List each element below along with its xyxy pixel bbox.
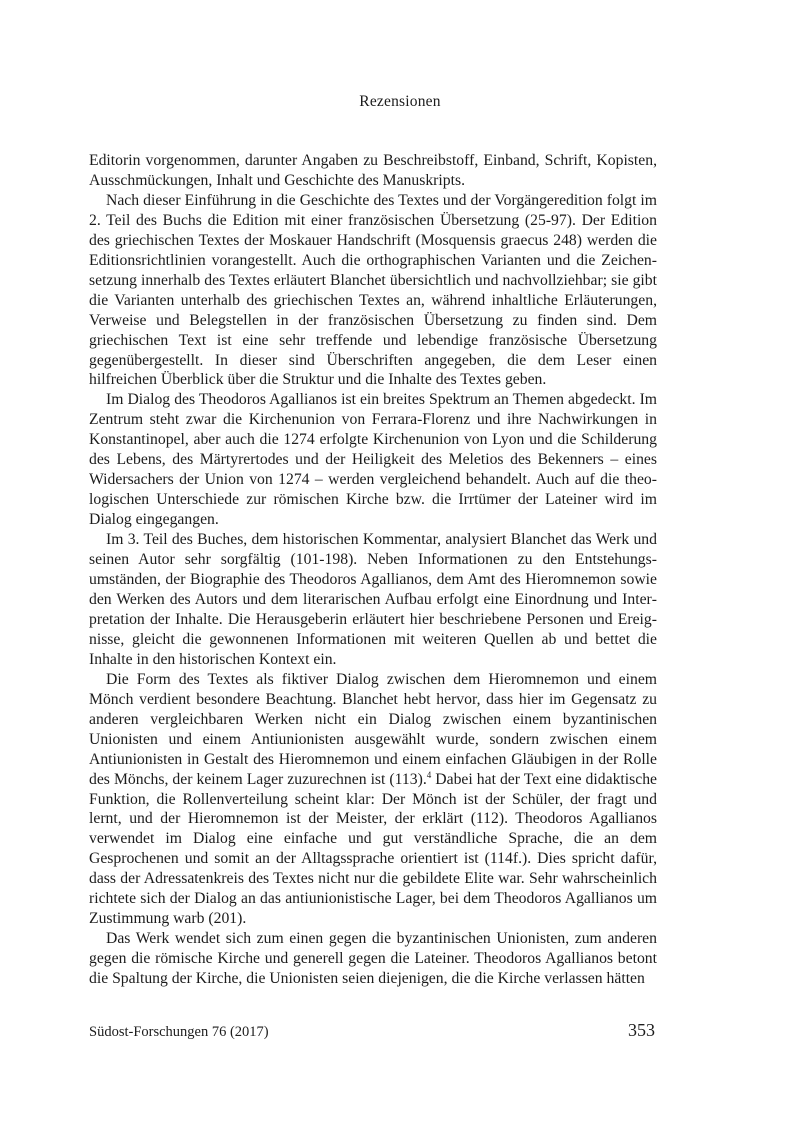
running-head: Rezensionen	[359, 93, 441, 110]
paragraph-3: Im Dialog des Theodoros Agallianos ist ein breites Spektrum an Themen abgedeckt. Im Zentrum steht zwar die Kirchenunion von Ferrara-Florenz und ihre Nachwirkungen in Konstantinopel, aber auch die 1274 erfolgte Kirchenunion von Lyon und die Schilderung des Lebens, des Märtyrertodes und der Heiligkeit des Meletios des Bekenners – eines Widersachers der Union von 1274 – werden vergleichend behandelt. Auch auf die theologischen Unterschiede zur römischen Kirche bzw. die Irrtümer der Lateiner wird im Dialog eingegangen.	[89, 391, 657, 529]
paragraph-5-part-a: Die Form des Textes als fiktiver Dialog zwischen dem Hieromnemon und einem Mönch verdient besondere Beachtung. Blanchet hebt hervor, dass hier im Gegensatz zu anderen vergleichbaren Werken nicht ein Dialog zwischen einem byzantinischen Unionisten und einem Antiunionisten ausgewählt wurde, sondern zwischen einem Antiunionisten in Gestalt des Hieromnemon und einem einfachen Gläubigen in der Rolle des Mönchs, der keinem Lager zuzurechnen ist (113).	[89, 670, 657, 788]
article-body	[89, 151, 657, 989]
paragraph-6: Das Werk wendet sich zum einen gegen die byzantinischen Unionisten, zum anderen gegen die römische Kirche und generell gegen die Lateiner. Theodoros Agallianos betont die Spaltung der Kirche, die Unionisten seien diejenigen, die die Kirche verlassen hätten	[89, 930, 657, 988]
journal-citation: Südost-Forschungen 76 (2017)	[89, 1024, 269, 1040]
page-number: 353	[628, 1020, 655, 1040]
paragraph-5	[89, 670, 657, 929]
footnote-marker[interactable]: 4	[426, 769, 432, 780]
paragraph-4: Im 3. Teil des Buches, dem historischen Kommentar, analysiert Blanchet das Werk und seinen Autor sehr sorgfältig (101-198). Neben Informationen zu den Entstehungsumständen, der Biographie des Theodoros Agallianos, dem Amt des Hieromnemon sowie den Werken des Autors und dem literarischen Aufbau erfolgt eine Einordnung und Interpretation der Inhalte. Die Herausgeberin erläutert hier beschriebene Personen und Ereignisse, gleicht die gewonnenen Informationen mit weiteren Quellen ab und bettet die Inhalte in den historischen Kontext ein.	[89, 531, 657, 668]
paragraph-2: Nach dieser Einführung in die Geschichte des Textes und der Vorgängeredition folgt im 2. Teil des Buchs die Edition mit einer französischen Übersetzung (25-97). Der Edition des griechischen Textes der Moskauer Handschrift (Mosquensis graecus 248) werden die Editionsrichtlinien vorangestellt. Auch die orthographischen Varianten und die Zeichensetzung innerhalb des Textes erläutert Blanchet übersichtlich und nachvollziehbar; sie gibt die Varianten unterhalb des griechischen Textes an, während inhaltliche Erläuterungen, Verweise und Belegstellen in der französischen Übersetzung zu finden sind. Dem griechischen Text ist eine sehr treffende und lebendige französische Übersetzung gegenübergestellt. In dieser sind Überschriften angegeben, die dem Leser einen hilfreichen Überblick über die Struktur und die Inhalte des Textes geben.	[89, 191, 657, 389]
paragraph-5-part-b: Dabei hat der Text eine didaktische Funktion, die Rollenverteilung scheint klar: Der Mönch ist der Schüler, der fragt und lernt, und der Hieromnemon ist der Meister, der erklärt (112). Theodoros Agallianos verwendet im Dialog eine einfache und gut verständliche Sprache, die an dem Gesprochenen und somit an der Alltagssprache orientiert ist (114f.). Dies spricht dafür, dass der Adressatenkreis des Textes nicht nur die gebildete Elite war. Sehr wahrscheinlich richtete sich der Dialog an das antiunionistische Lager, bei dem Theodoros Agallianos um Zustimmung warb (201).	[89, 770, 658, 928]
paragraph-1: Editorin vorgenommen, darunter Angaben zu Beschreibstoff, Einband, Schrift, Kopisten, Ausschmückungen, Inhalt und Geschichte des Manuskripts.	[89, 152, 657, 189]
